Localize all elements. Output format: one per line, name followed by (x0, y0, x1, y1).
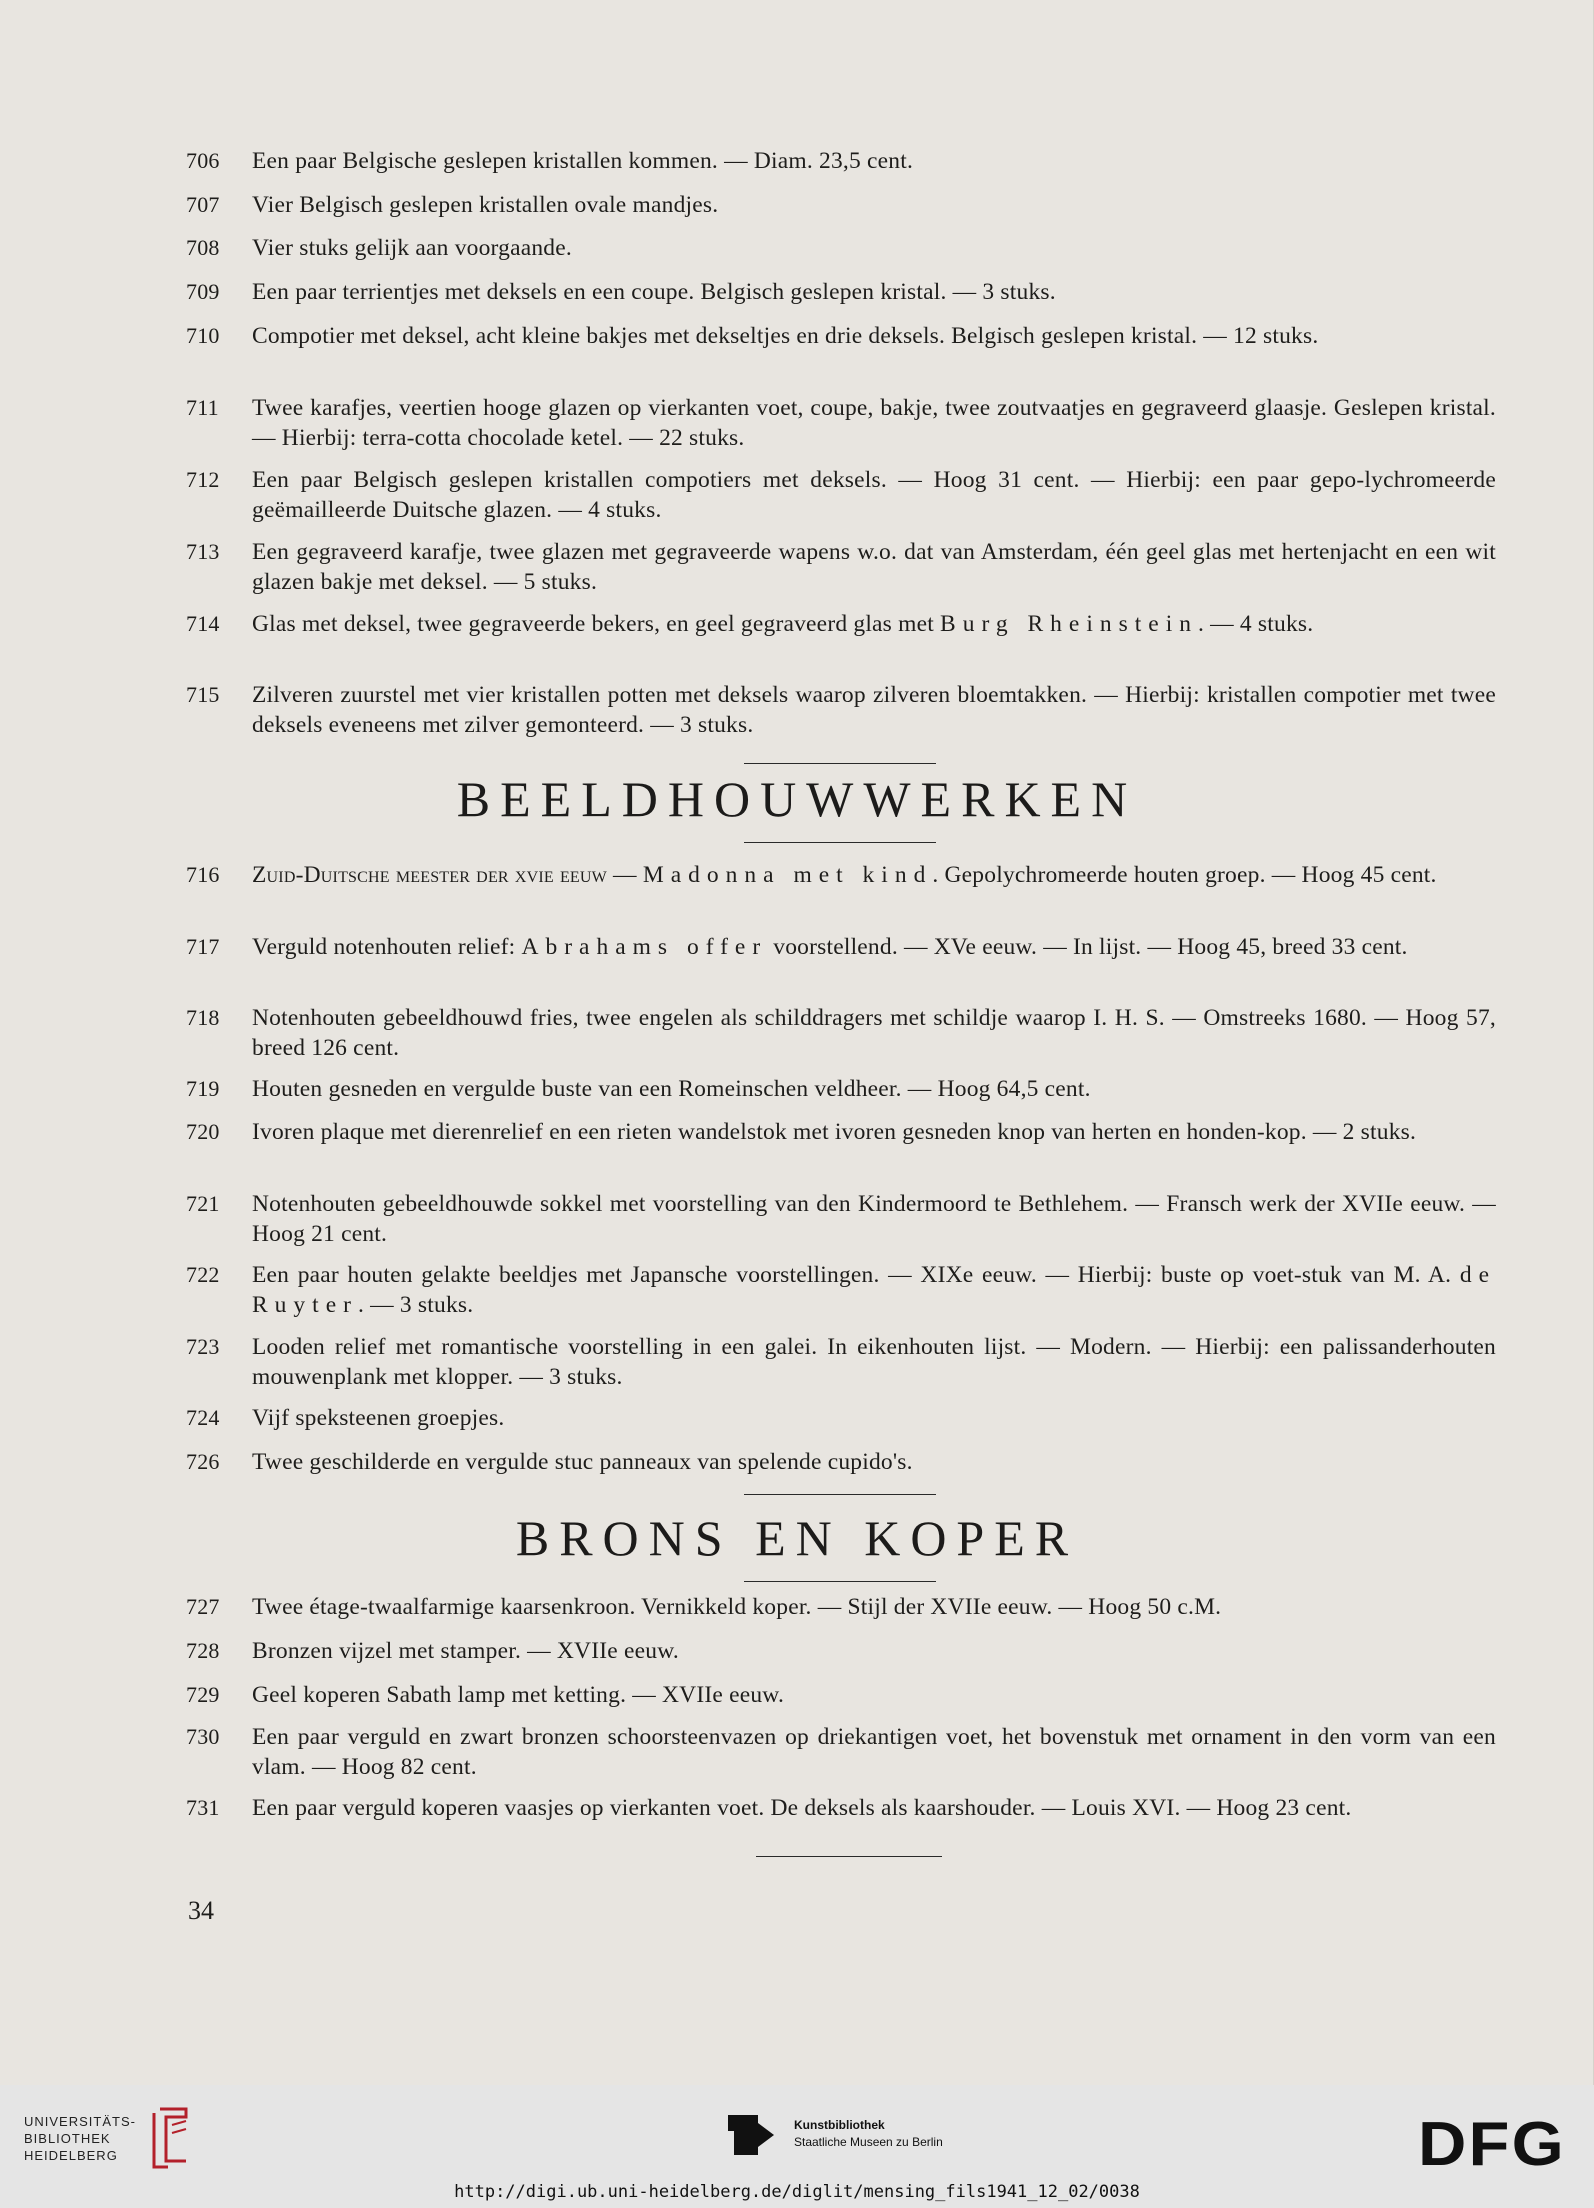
lot-description: Houten gesneden en vergulde buste van een Romeinschen veldheer. — Hoog 64,5 cent. (252, 1076, 1091, 1102)
section-divider (744, 1581, 936, 1582)
library-name: UNIVERSITÄTS- BIBLIOTHEK HEIDELBERG (24, 2114, 136, 2163)
lot-number: 712 (186, 467, 220, 492)
section-divider (744, 763, 936, 764)
spaced-name: de Ruyter (252, 1262, 1496, 1318)
lot-number: 730 (186, 1724, 220, 1749)
digitization-footer (0, 2085, 1594, 2208)
lot-number: 723 (186, 1334, 220, 1359)
lot-description: Glas met deksel, twee gegraveerde bekers, en geel gegraveerd glas met Burg Rheinstein. — 4 stuks. (252, 611, 1314, 637)
section-divider (744, 842, 936, 843)
section-heading: BEELDHOUWWERKEN (456, 771, 1138, 827)
lot-description: Een paar verguld koperen vaasjes op vierkanten voet. De deksels als kaarshouder. — Louis XVI. — Hoog 23 cent. (252, 1795, 1352, 1821)
lot-number: 724 (186, 1405, 220, 1430)
lot-number: 721 (186, 1191, 220, 1216)
kunstbibliothek-logo-icon (728, 2115, 778, 2159)
lot-number: 710 (186, 323, 220, 348)
lot-number: 713 (186, 539, 220, 564)
lot-description: Een paar terrientjes met deksels en een coupe. Belgisch geslepen kristal. — 3 stuks. (252, 279, 1056, 305)
lot-description: Ivoren plaque met dierenrelief en een rieten wandelstok met ivoren gesneden knop van herten en honden-kop. — 2 stuks. (252, 1119, 1417, 1145)
lot-number: 722 (186, 1262, 220, 1287)
lot-description: Geel koperen Sabath lamp met ketting. — XVIIe eeuw. (252, 1682, 785, 1708)
lot-description: Zilveren zuurstel met vier kristallen potten met deksels waarop zilveren bloemtakken. — Hierbij: kristallen compotier met twee deksels eveneens met zilver gemonteerd. — 3 stuks. (252, 682, 1496, 738)
spaced-name: Burg Rheinstein (940, 611, 1198, 637)
lot-description: Zuid-Duitsche meester der xvie eeuw — Madonna met kind. Gepolychromeerde houten groep. — Hoog 45 cent. (252, 862, 1437, 888)
lot-description: Vier stuks gelijk aan voorgaande. (252, 235, 572, 261)
lot-description: Looden relief met romantische voorstelling in een galei. In eikenhouten lijst. — Modern. — Hierbij: een palissanderhouten mouwenplank met klopper. — 3 stuks. (252, 1334, 1496, 1390)
lot-number: 719 (186, 1076, 220, 1101)
lot-description: Twee étage-twaalfarmige kaarsenkroon. Vernikkeld koper. — Stijl der XVIIe eeuw. — Hoog 50 c.M. (252, 1594, 1222, 1620)
lot-description: Een paar Belgische geslepen kristallen kommen. — Diam. 23,5 cent. (252, 148, 914, 174)
lot-number: 726 (186, 1449, 220, 1474)
lot-description: Bronzen vijzel met stamper. — XVIIe eeuw. (252, 1638, 679, 1664)
lot-number: 706 (186, 148, 220, 173)
lot-number: 715 (186, 682, 220, 707)
lot-description: Twee karafjes, veertien hooge glazen op vierkanten voet, coupe, bakje, twee zoutvaatjes en gegraveerd glaasje. Geslepen kristal. — Hierbij: terra-cotta chocolade ketel. — 22 stuks. (252, 395, 1496, 451)
lot-number: 731 (186, 1795, 220, 1820)
lot-description: Een paar Belgisch geslepen kristallen compotiers met deksels. — Hoog 31 cent. — Hierbij: een paar gepo-lychromeerde geëmailleerde Duitsche glazen. — 4 stuks. (252, 467, 1496, 523)
lot-description: Vijf speksteenen groepjes. (252, 1405, 505, 1431)
section-heading: BRONS EN KOPER (515, 1510, 1079, 1566)
lot-description: Verguld notenhouten relief: Abrahams offer voorstellend. — XVe eeuw. — In lijst. — Hoog 45, breed 33 cent. (252, 934, 1408, 960)
dfg-logo: DFG (1418, 2110, 1566, 2179)
lot-description: Notenhouten gebeeldhouwd fries, twee engelen als schilddragers met schildje waarop I. H. S. — Omstreeks 1680. — Hoog 57, breed 126 cent. (252, 1005, 1496, 1061)
lot-number: 717 (186, 934, 220, 959)
lot-number: 718 (186, 1005, 220, 1030)
spaced-title: Abrahams offer (521, 934, 768, 960)
lot-number: 709 (186, 279, 220, 304)
section-divider (744, 1494, 936, 1495)
lot-description: Vier Belgisch geslepen kristallen ovale mandjes. (252, 192, 719, 218)
lot-number: 708 (186, 235, 220, 260)
lot-number: 711 (186, 395, 219, 420)
lot-number: 727 (186, 1594, 220, 1619)
lot-description: Een paar houten gelakte beeldjes met Japansche voorstellingen. — XIXe eeuw. — Hierbij: buste op voet-stuk van M. A. de Ruyter. — 3 stuks. (252, 1262, 1496, 1318)
lot-number: 720 (186, 1119, 220, 1144)
lot-description: Een gegraveerd karafje, twee glazen met gegraveerde wapens w.o. dat van Amsterdam, één geel glas met hertenjacht en een wit glazen bakje met deksel. — 5 stuks. (252, 539, 1496, 595)
master-name: Zuid-Duitsche meester der xvie eeuw (252, 862, 607, 888)
lot-number: 728 (186, 1638, 220, 1663)
lot-description: Twee geschilderde en vergulde stuc panneaux van spelende cupido's. (252, 1449, 913, 1475)
lot-number: 716 (186, 862, 220, 887)
page-number: 34 (188, 1896, 214, 1925)
lot-number: 707 (186, 192, 220, 217)
kunstbibliothek-name: Kunstbibliothek Staatliche Museen zu Berlin (794, 2118, 943, 2149)
lot-description: Een paar verguld en zwart bronzen schoorsteenvazen op driekantigen voet, het bovenstuk met ornament in den vorm van een vlam. — Hoog 82 cent. (252, 1724, 1496, 1780)
lot-number: 714 (186, 611, 220, 636)
lot-number: 729 (186, 1682, 220, 1707)
closing-divider (756, 1856, 942, 1857)
lot-description: Notenhouten gebeeldhouwde sokkel met voorstelling van den Kindermoord te Bethlehem. — Fransch werk der XVIIe eeuw. — Hoog 21 cent. (252, 1191, 1496, 1247)
university-library-logo-icon (146, 2107, 194, 2173)
spaced-title: Madonna met kind (642, 862, 933, 888)
lot-description: Compotier met deksel, acht kleine bakjes met dekseltjes en drie deksels. Belgisch geslepen kristal. — 12 stuks. (252, 323, 1319, 349)
source-url[interactable]: http://digi.ub.uni-heidelberg.de/diglit/mensing_fils1941_12_02/0038 (454, 2182, 1140, 2202)
